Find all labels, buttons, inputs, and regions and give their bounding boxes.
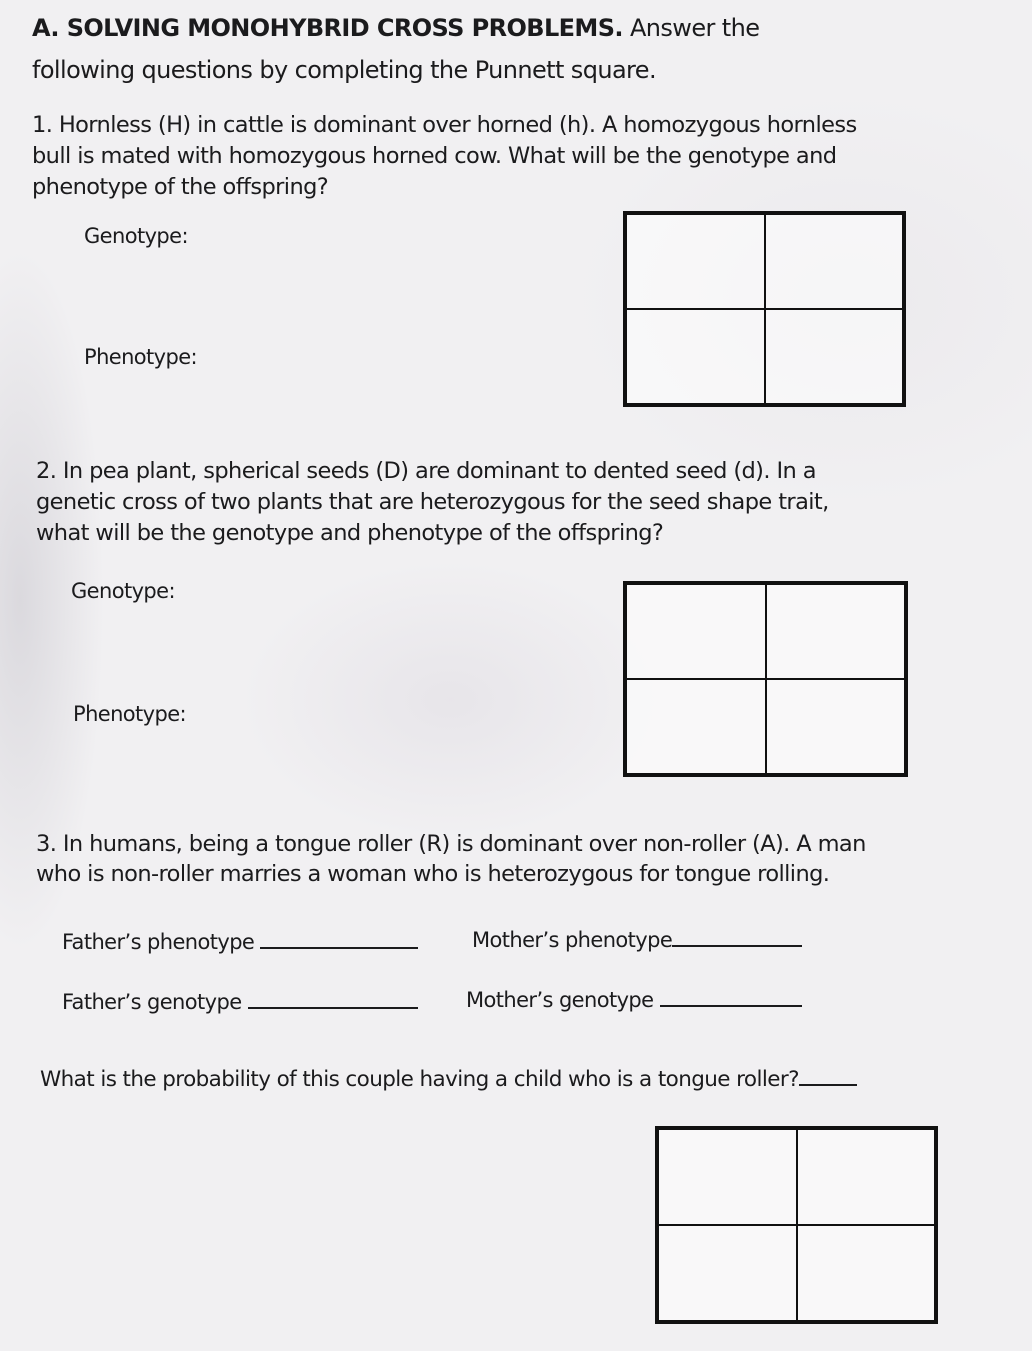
q2-phenotype-label: Phenotype: bbox=[73, 702, 187, 726]
q1-genotype-label: Genotype: bbox=[84, 224, 188, 248]
punnett-cell[interactable] bbox=[626, 679, 766, 774]
question-3-line: 3. In humans, being a tongue roller (R) is dominant over non-roller (A). A man bbox=[36, 831, 866, 857]
mother-genotype-label: Mother’s genotype bbox=[466, 988, 654, 1012]
question-2-line: what will be the genotype and phenotype of the offspring? bbox=[36, 520, 664, 546]
heading-title: A. SOLVING MONOHYBRID CROSS PROBLEMS. bbox=[32, 14, 623, 42]
punnett-cell[interactable] bbox=[626, 309, 765, 404]
punnett-cell[interactable] bbox=[765, 214, 904, 309]
question-2-line: genetic cross of two plants that are heterozygous for the seed shape trait, bbox=[36, 489, 829, 515]
q3-punnett-square bbox=[655, 1126, 938, 1324]
q1-punnett-square bbox=[623, 211, 906, 407]
mother-phenotype-row bbox=[472, 927, 802, 952]
punnett-cell[interactable] bbox=[658, 1225, 797, 1321]
punnett-cell[interactable] bbox=[766, 679, 906, 774]
question-1-line: bull is mated with homozygous horned cow. What will be the genotype and bbox=[32, 143, 837, 169]
punnett-cell[interactable] bbox=[765, 309, 904, 404]
punnett-cell[interactable] bbox=[658, 1129, 797, 1225]
q2-punnett-square bbox=[623, 581, 908, 777]
punnett-cell[interactable] bbox=[766, 584, 906, 679]
probability-blank[interactable] bbox=[799, 1066, 857, 1086]
probability-question-row bbox=[40, 1064, 857, 1095]
probability-question: What is the probability of this couple having a child who is a tongue roller? bbox=[40, 1067, 799, 1092]
mother-phenotype-label: Mother’s phenotype bbox=[472, 928, 673, 952]
worksheet-heading bbox=[32, 8, 759, 48]
question-1-line: phenotype of the offspring? bbox=[32, 174, 329, 200]
father-phenotype-row bbox=[62, 929, 418, 954]
mother-phenotype-blank[interactable] bbox=[672, 927, 802, 947]
mother-genotype-row bbox=[466, 987, 802, 1012]
question-1-line: 1. Hornless (H) in cattle is dominant over horned (h). A homozygous hornless bbox=[32, 112, 857, 138]
punnett-cell[interactable] bbox=[797, 1129, 936, 1225]
punnett-cell[interactable] bbox=[626, 584, 766, 679]
father-genotype-blank[interactable] bbox=[248, 989, 418, 1009]
heading-instruction-line2: following questions by completing the Punnett square. bbox=[32, 56, 656, 84]
father-phenotype-label: Father’s phenotype bbox=[62, 930, 255, 954]
father-genotype-row bbox=[62, 989, 418, 1014]
punnett-cell[interactable] bbox=[797, 1225, 936, 1321]
mother-genotype-blank[interactable] bbox=[660, 987, 802, 1007]
q1-phenotype-label: Phenotype: bbox=[84, 345, 198, 369]
question-3-line: who is non-roller marries a woman who is heterozygous for tongue rolling. bbox=[36, 861, 830, 887]
punnett-cell[interactable] bbox=[626, 214, 765, 309]
heading-instruction: Answer the bbox=[622, 14, 760, 42]
question-2-line: 2. In pea plant, spherical seeds (D) are dominant to dented seed (d). In a bbox=[36, 458, 816, 484]
father-phenotype-blank[interactable] bbox=[260, 929, 418, 949]
q2-genotype-label: Genotype: bbox=[71, 579, 175, 603]
father-genotype-label: Father’s genotype bbox=[62, 990, 242, 1014]
